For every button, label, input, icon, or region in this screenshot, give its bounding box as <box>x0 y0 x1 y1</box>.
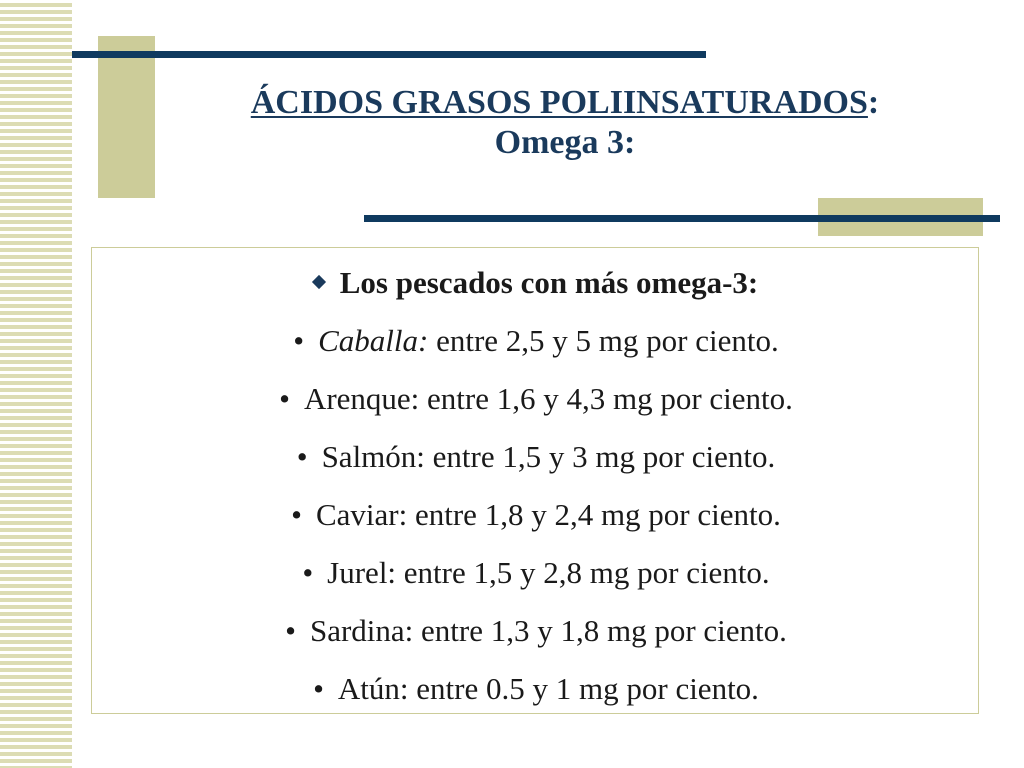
fish-list <box>92 260 980 724</box>
fish-value: entre 1,5 y 2,8 mg por ciento. <box>396 555 770 590</box>
fish-name: Atún: <box>337 671 409 706</box>
list-item <box>92 434 980 492</box>
decorative-block-left <box>98 36 155 198</box>
list-item <box>92 492 980 550</box>
fish-name: Caviar: <box>315 497 408 532</box>
list-item <box>92 666 980 724</box>
title-rule-bottom <box>364 215 1000 222</box>
bullet-icon: • <box>279 381 290 416</box>
title-main: ÁCIDOS GRASOS POLIINSATURADOS <box>250 84 868 121</box>
slide-subtitle: Omega 3: <box>494 124 636 161</box>
bullet-icon: • <box>313 671 324 706</box>
title-rule-top <box>72 51 706 58</box>
bullet-icon: • <box>302 555 314 590</box>
list-heading-text: Los pescados con más omega-3: <box>339 265 759 300</box>
fish-name: Salmón: <box>321 439 425 474</box>
slide-title <box>160 83 970 163</box>
fish-name: Caballa: <box>318 323 429 358</box>
title-colon: : <box>867 84 880 121</box>
fish-value: entre 1,6 y 4,3 mg por ciento. <box>419 381 793 416</box>
fish-value: entre 2,5 y 5 mg por ciento. <box>428 323 779 358</box>
bullet-icon: • <box>293 323 305 358</box>
list-item <box>92 608 980 666</box>
fish-name: Jurel: <box>327 555 397 590</box>
fish-value: entre 0.5 y 1 mg por ciento. <box>408 671 759 706</box>
bullet-icon: • <box>291 497 302 532</box>
list-heading <box>92 260 980 318</box>
fish-name: Sardina: <box>309 613 414 648</box>
fish-value: entre 1,5 y 3 mg por ciento. <box>424 439 776 474</box>
fish-value: entre 1,3 y 1,8 mg por ciento. <box>413 613 787 648</box>
bullet-icon: • <box>285 613 296 648</box>
diamond-bullet-icon <box>312 275 326 289</box>
fish-name: Arenque: <box>303 381 420 416</box>
list-item <box>92 376 980 434</box>
bullet-icon: • <box>296 439 308 474</box>
decorative-stripes <box>0 0 72 768</box>
fish-value: entre 1,8 y 2,4 mg por ciento. <box>407 497 781 532</box>
content-box <box>91 247 979 714</box>
list-item <box>92 550 980 608</box>
list-item <box>92 318 980 376</box>
